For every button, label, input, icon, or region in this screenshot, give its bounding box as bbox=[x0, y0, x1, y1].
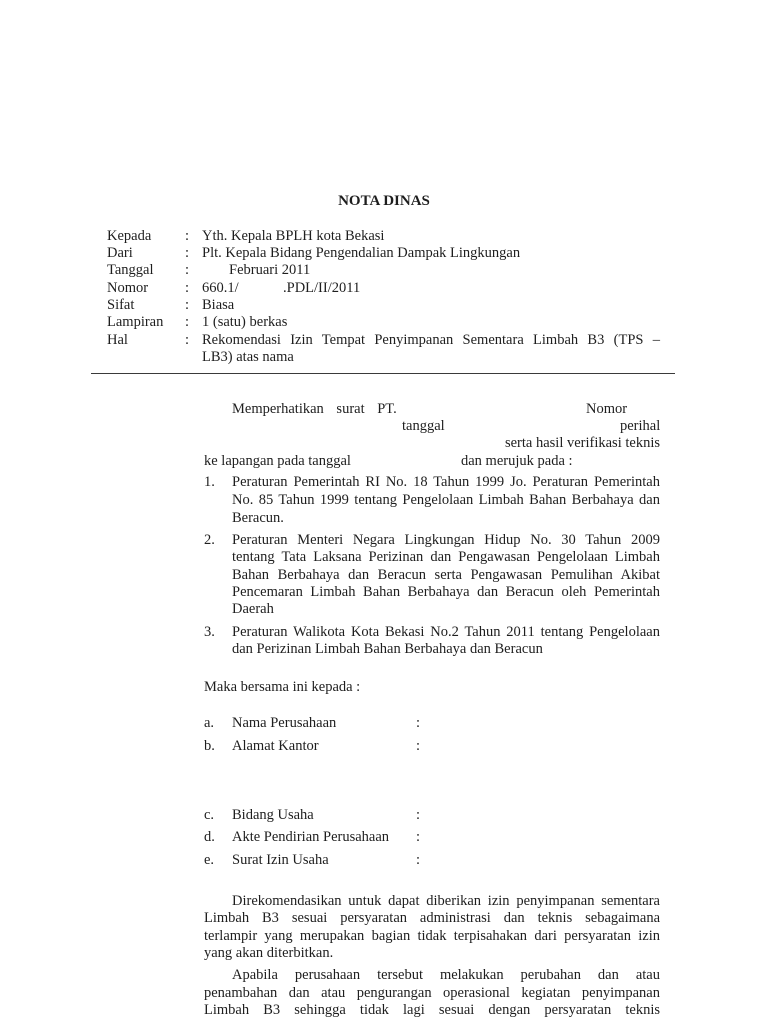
header-value-hal-line: LB3) atas nama bbox=[202, 349, 294, 366]
company-field-label: Alamat Kantor bbox=[232, 738, 319, 754]
company-field-label: Akte Pendirian Perusahaan bbox=[232, 829, 390, 845]
paragraph-line: Apabila perusahaan tersebut melakukan perubahan dan atau bbox=[232, 967, 660, 983]
paragraph-line: terlampir yang merupakan bagian tidak terpisahakan dari persyaratan izin bbox=[204, 927, 660, 944]
header-row-tanggal bbox=[0, 262, 768, 279]
header-label-tanggal: Tanggal bbox=[107, 262, 154, 278]
header-colon: : bbox=[185, 314, 190, 330]
company-field-label: Bidang Usaha bbox=[232, 807, 314, 823]
header-value-hal-line: Rekomendasi Izin Tempat Penyimpanan Sementara Limbah B3 (TPS – bbox=[202, 332, 660, 348]
intro-line2-start: tanggal bbox=[402, 418, 445, 434]
header-colon: : bbox=[185, 228, 190, 244]
company-field-letter: a. bbox=[204, 715, 215, 731]
company-field-label: Nama Perusahaan bbox=[232, 715, 337, 731]
regulation-line: Peraturan Menteri Negara Lingkungan Hidup No. 30 Tahun 2009 bbox=[232, 532, 660, 548]
company-field-colon: : bbox=[416, 738, 421, 754]
regulation-line: Daerah bbox=[232, 601, 274, 618]
header-value-sifat: Biasa bbox=[202, 297, 235, 313]
header-value-nomor-suffix: .PDL/II/2011 bbox=[283, 280, 361, 296]
addressee-intro: Maka bersama ini kepada : bbox=[204, 679, 361, 695]
body-paragraph bbox=[204, 893, 660, 963]
header-label-kepada: Kepada bbox=[107, 228, 152, 244]
header-value-nomor: 660.1/ bbox=[202, 280, 239, 296]
regulation-line: Pencemaran Limbah Bahan Berbahaya dan Beracun oleh Pemerintah bbox=[232, 583, 660, 600]
regulation-line: Peraturan Pemerintah RI No. 18 Tahun 1999 Jo. Peraturan Pemerintah bbox=[232, 474, 660, 490]
intro-line3: serta hasil verifikasi teknis bbox=[504, 435, 660, 451]
company-field-letter: c. bbox=[204, 807, 215, 823]
intro-line4-start: ke lapangan pada tanggal bbox=[204, 453, 351, 469]
header-row-lampiran bbox=[0, 314, 768, 331]
header-row-dari bbox=[0, 245, 768, 262]
regulation-number: 2. bbox=[204, 532, 215, 548]
paragraph-line: penambahan dan atau pengurangan operasional kegiatan penyimpanan bbox=[204, 984, 660, 1001]
regulation-line: No. 85 Tahun 1999 tentang Pengelolaan Limbah Bahan Berbahaya dan bbox=[232, 491, 660, 508]
regulation-line: tentang Tata Laksana Perizinan dan Pengawasan Pengelolaan Limbah bbox=[232, 549, 660, 566]
header-value-lampiran: 1 (satu) berkas bbox=[202, 314, 288, 330]
regulation-line: Beracun. bbox=[232, 509, 284, 526]
header-value-dari: Plt. Kepala Bidang Pengendalian Dampak Lingkungan bbox=[202, 245, 521, 261]
header-label-lampiran: Lampiran bbox=[107, 314, 164, 330]
regulation-number: 3. bbox=[204, 624, 215, 640]
header-value-hal bbox=[202, 332, 660, 367]
regulation-number: 1. bbox=[204, 474, 215, 490]
intro-line2-end: perihal bbox=[620, 418, 661, 434]
intro-line1-end: Nomor bbox=[586, 401, 628, 417]
company-field-colon: : bbox=[416, 807, 421, 823]
intro-line1-start: Memperhatikan surat PT. bbox=[232, 401, 397, 417]
company-field-colon: : bbox=[416, 829, 421, 845]
company-field-letter: d. bbox=[204, 829, 215, 845]
header-colon: : bbox=[185, 332, 190, 348]
header-value-kepada: Yth. Kepala BPLH kota Bekasi bbox=[202, 228, 385, 244]
company-field-label: Surat Izin Usaha bbox=[232, 852, 329, 868]
company-field-colon: : bbox=[416, 715, 421, 731]
regulation-line: dan Perizinan Limbah Bahan Berbahaya dan Beracun bbox=[232, 641, 543, 658]
company-field-letter: e. bbox=[204, 852, 215, 868]
header-row-sifat bbox=[0, 297, 768, 314]
regulation-item bbox=[232, 624, 660, 659]
regulation-line: Bahan Berbahaya dan Beracun serta Pengawasan Pemulihan Akibat bbox=[232, 566, 660, 583]
body-paragraph bbox=[204, 967, 660, 1020]
header-label-nomor: Nomor bbox=[107, 280, 149, 296]
header-colon: : bbox=[185, 245, 190, 261]
regulation-item bbox=[232, 474, 660, 527]
header-colon: : bbox=[185, 297, 190, 313]
paragraph-line: yang akan diterbitkan. bbox=[204, 945, 334, 962]
header-label-sifat: Sifat bbox=[107, 297, 135, 313]
company-field-colon: : bbox=[416, 852, 421, 868]
header-divider bbox=[91, 373, 675, 374]
header-colon: : bbox=[185, 280, 190, 296]
document-title: NOTA DINAS bbox=[338, 193, 430, 209]
header-colon: : bbox=[185, 262, 190, 278]
header-label-hal: Hal bbox=[107, 332, 128, 348]
header-row-kepada bbox=[0, 228, 768, 245]
header-label-dari: Dari bbox=[107, 245, 133, 261]
company-field-letter: b. bbox=[204, 738, 215, 754]
header-row-hal bbox=[0, 332, 768, 366]
regulation-line: Peraturan Walikota Kota Bekasi No.2 Tahun 2011 tentang Pengelolaan bbox=[232, 624, 660, 640]
paragraph-line: Limbah B3 sesuai persyaratan administrasi dan teknis sebagaimana bbox=[204, 910, 660, 927]
regulation-item bbox=[232, 532, 660, 618]
paragraph-line: Limbah B3 sehingga tidak lagi sesuai dengan persyaratan teknis bbox=[204, 1002, 660, 1018]
header-value-tanggal: Februari 2011 bbox=[229, 262, 311, 278]
paragraph-line: Direkomendasikan untuk dapat diberikan izin penyimpanan sementara bbox=[232, 893, 660, 909]
intro-line4-end: dan merujuk pada : bbox=[461, 453, 573, 469]
header-row-nomor bbox=[0, 280, 768, 297]
